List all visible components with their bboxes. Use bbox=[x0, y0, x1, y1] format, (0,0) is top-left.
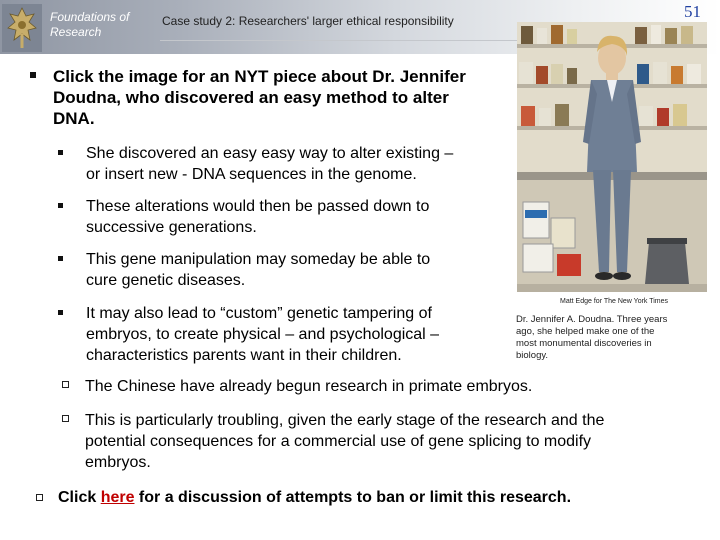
bullet-line: She discovered an easy easy way to alter existing – bbox=[86, 145, 454, 162]
final-bullet-prefix: Click bbox=[58, 489, 101, 506]
bullet-line: This gene manipulation may someday be able to bbox=[86, 251, 431, 268]
bullet-marker bbox=[58, 203, 63, 208]
photo-caption bbox=[516, 314, 706, 362]
doudna-photo-link[interactable] bbox=[517, 22, 707, 292]
bullet-line: Click the image for an NYT piece about Dr. Jennifer bbox=[53, 67, 466, 86]
outline-bullet bbox=[85, 376, 532, 397]
page-number: 51 bbox=[684, 2, 701, 21]
photo-credit: Matt Edge for The New York Times bbox=[560, 298, 669, 305]
sub-bullet bbox=[86, 196, 501, 238]
caption-line: ago, she helped make one of the bbox=[516, 326, 655, 337]
course-title bbox=[50, 10, 150, 40]
bullet-marker bbox=[62, 381, 69, 388]
bullet-marker bbox=[58, 150, 63, 155]
bullet-line: DNA. bbox=[53, 109, 95, 128]
caption-line: Dr. Jennifer A. Doudna. Three years bbox=[516, 314, 668, 325]
final-bullet-suffix: for a discussion of attempts to ban or limit this research. bbox=[134, 489, 572, 506]
bullet-line: This is particularly troubling, given the early stage of the research and the bbox=[85, 412, 605, 429]
bullet-marker bbox=[30, 72, 36, 78]
final-bullet bbox=[58, 489, 571, 507]
bullet-line: It may also lead to “custom” genetic tampering of bbox=[86, 305, 432, 322]
bullet-line: potential consequences for a commercial use of gene splicing to modify bbox=[85, 433, 592, 450]
caption-line: biology. bbox=[516, 350, 549, 361]
bullet-marker bbox=[62, 415, 69, 422]
bullet-line: successive generations. bbox=[86, 219, 257, 236]
caption-line: most monumental discoveries in bbox=[516, 338, 652, 349]
sub-bullet bbox=[86, 143, 501, 185]
bullet-line: or insert new - DNA sequences in the genome. bbox=[86, 166, 417, 183]
bullet-line: characteristics parents want in their children. bbox=[86, 347, 402, 364]
outline-bullet bbox=[85, 410, 604, 473]
bullet-marker bbox=[58, 256, 63, 261]
bullet-line: Doudna, who discovered an easy method to alter bbox=[53, 88, 449, 107]
bullet-line: embryos. bbox=[85, 454, 151, 471]
course-title-line: Foundations of bbox=[50, 10, 130, 24]
bullet-line: embryos, to create physical – and psychological – bbox=[86, 326, 440, 343]
bullet-line: cure genetic diseases. bbox=[86, 272, 246, 289]
here-link[interactable]: here bbox=[100, 489, 135, 506]
bullet-line: The Chinese have already begun research in primate embryos. bbox=[85, 378, 533, 395]
bullet-marker bbox=[58, 310, 63, 315]
main-bullet bbox=[53, 66, 466, 129]
lab-photo-image bbox=[517, 22, 707, 292]
course-title-line: Research bbox=[50, 25, 102, 39]
sub-bullet bbox=[86, 303, 501, 366]
sub-bullet bbox=[86, 249, 501, 291]
bullet-marker bbox=[36, 494, 43, 501]
case-study-title: Case study 2: Researchers' larger ethical responsibility bbox=[162, 14, 454, 28]
bullet-line: These alterations would then be passed down to bbox=[86, 198, 430, 215]
emblem-logo-icon bbox=[2, 4, 42, 52]
